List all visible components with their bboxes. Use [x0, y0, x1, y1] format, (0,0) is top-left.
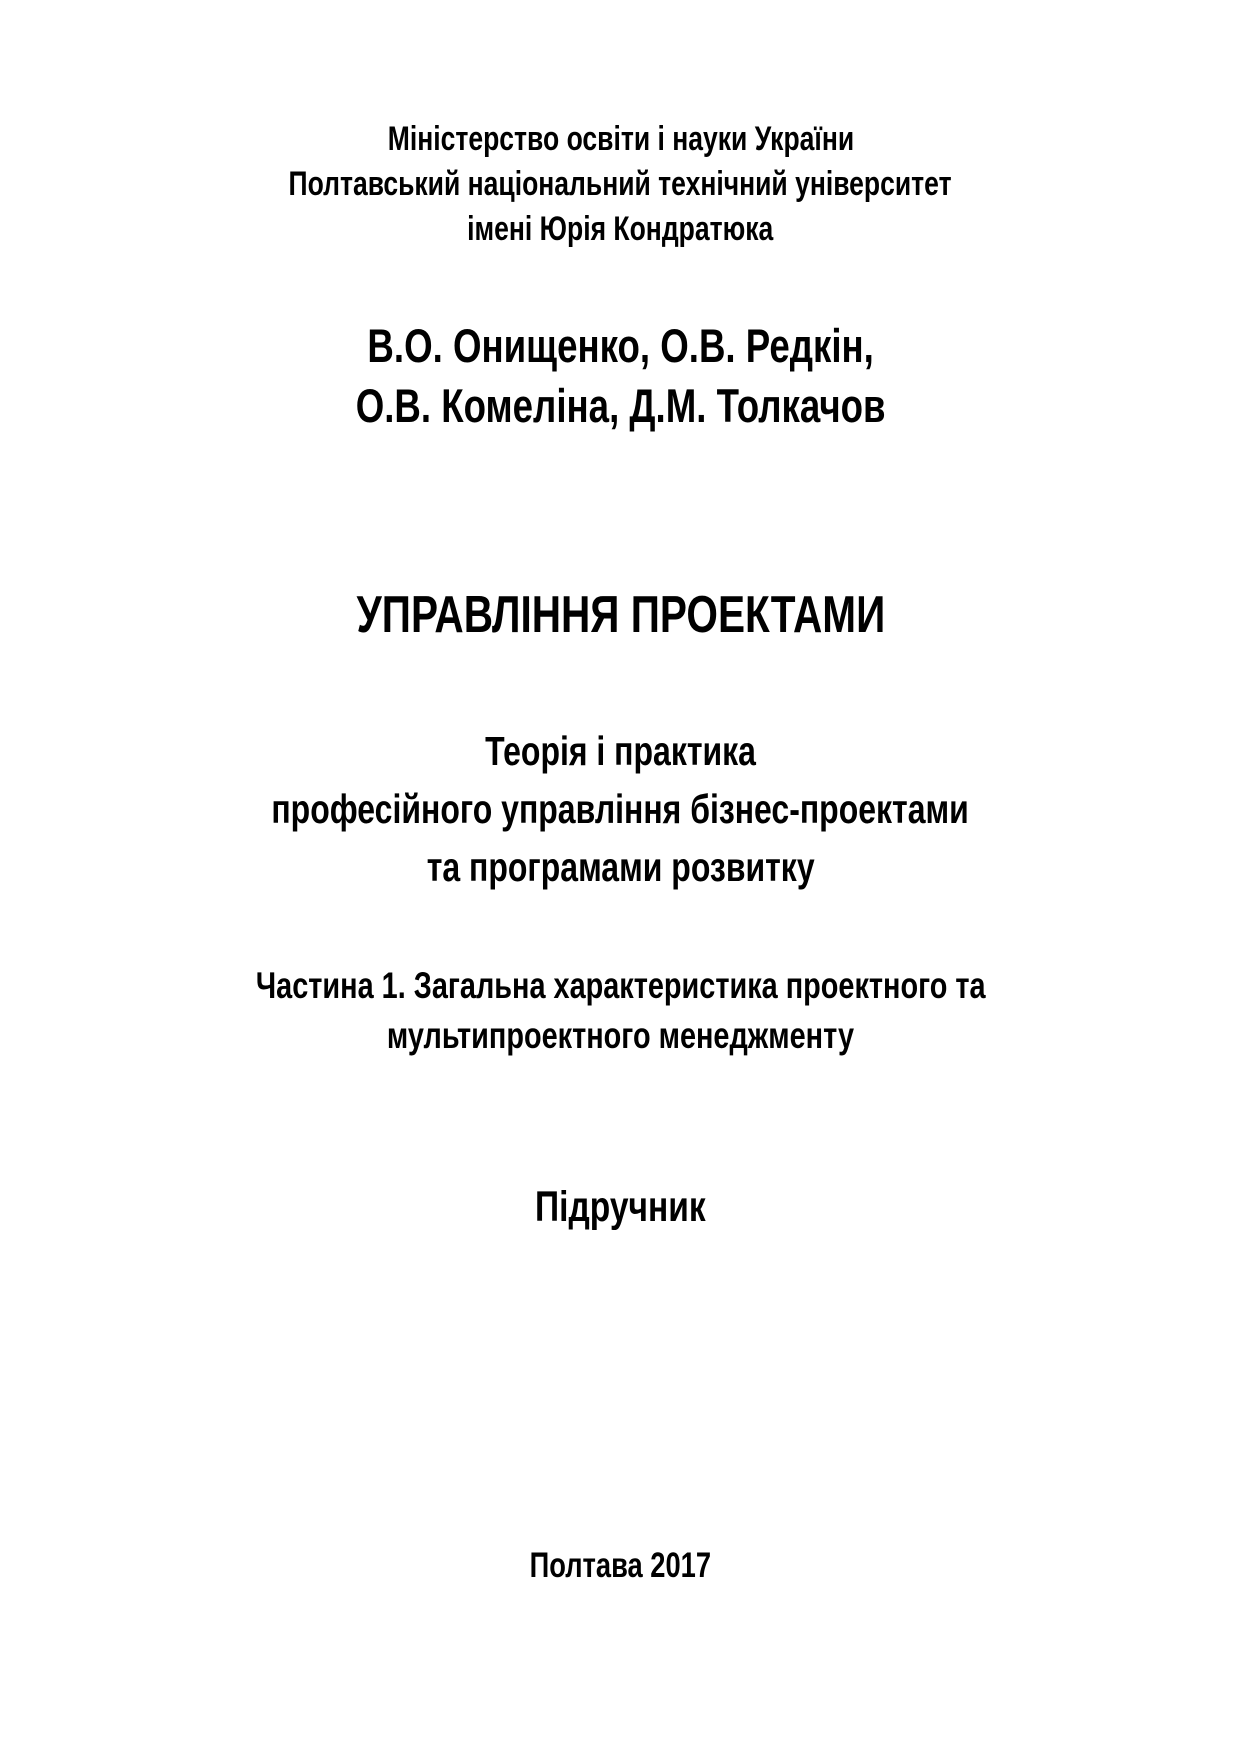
subtitle-text-3: та програмами розвитку — [426, 844, 815, 890]
university-name-line — [0, 208, 1241, 250]
university-line — [0, 163, 1241, 205]
part-text-2: мультипроектного менеджменту — [386, 1015, 855, 1056]
imprint-text: Полтава 2017 — [529, 1546, 712, 1585]
part-line-2 — [0, 1013, 1241, 1059]
ministry-text: Міністерство освіти і науки України — [387, 120, 854, 158]
university-text: Полтавський національний технічний університет — [288, 165, 953, 203]
university-name-text: імені Юрія Кондратюка — [467, 210, 774, 248]
subtitle-text-1: Теорія і практика — [485, 728, 756, 774]
authors-text-2: О.В. Комеліна, Д.М. Толкачов — [355, 379, 886, 432]
subtitle-text-2: професійного управління бізнес-проектами — [271, 786, 970, 832]
authors-line-1 — [0, 318, 1241, 374]
document-type — [0, 1181, 1241, 1233]
imprint — [0, 1544, 1241, 1588]
ministry-line — [0, 118, 1241, 160]
document-type-text: Підручник — [535, 1183, 706, 1231]
subtitle-line-1 — [0, 726, 1241, 776]
part-text-1: Частина 1. Загальна характеристика проектного та — [255, 965, 986, 1006]
book-title — [0, 585, 1241, 645]
authors-text-1: В.О. Онищенко, О.В. Редкін, — [367, 319, 874, 372]
authors-line-2 — [0, 378, 1241, 434]
subtitle-line-3 — [0, 842, 1241, 892]
book-title-text: УПРАВЛІННЯ ПРОЕКТАМИ — [356, 586, 885, 644]
subtitle-line-2 — [0, 784, 1241, 834]
part-line-1 — [0, 963, 1241, 1009]
